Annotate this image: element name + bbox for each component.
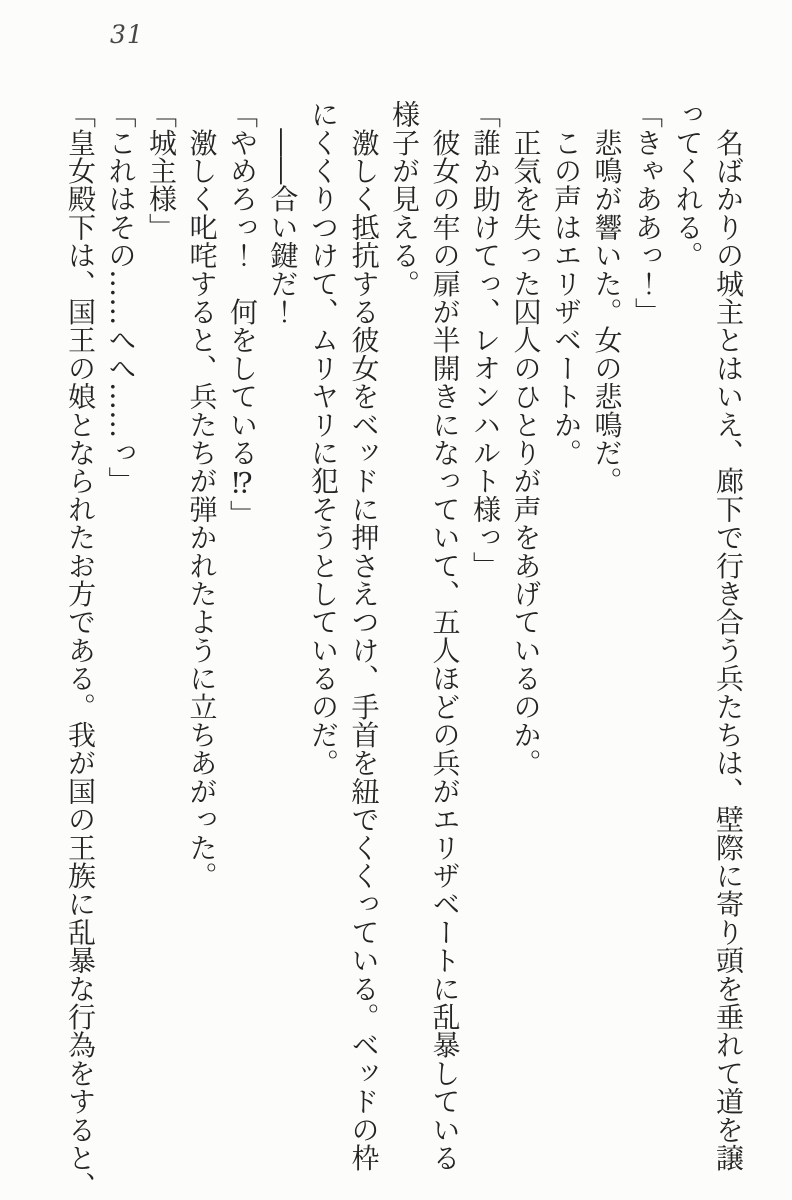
text-line: ってくれる。 [671, 100, 705, 270]
page-number: 31 [110, 20, 144, 49]
text-line: 名ばかりの城主とはいえ、廊下で行き合う兵たちは、壁際に寄り頭を垂れて道を譲 [712, 100, 745, 1172]
text-line: 「城主様」 [145, 100, 178, 241]
text-line: 悲鳴が響いた。女の悲鳴だ。 [590, 100, 624, 495]
text-line: 「きゃああっ！」 [631, 100, 664, 326]
text-line: にくくりつけて、ムリヤリに犯そうとしているのだ。 [307, 100, 340, 777]
text-line: この声はエリザベートか。 [550, 100, 583, 467]
text-line: ――合い鍵だ！ [266, 100, 300, 326]
text-line: 正気を失った囚人のひとりが声をあげているのか。 [509, 100, 543, 777]
text-line: 激しく叱咤すると、兵たちが弾かれたように立ちあがった。 [185, 100, 219, 890]
text-line: 様子が見える。 [388, 100, 421, 298]
text-line: 激しく抵抗する彼女をベッドに押さえつけ、手首を紐でくくっている。ベッドの枠 [347, 100, 381, 1172]
text-line: 「やめろっ！ 何をしている⁉」 [226, 100, 259, 528]
text-block [60, 100, 749, 1200]
text-line: 「誰か助けてっ、レオンハルト様っ」 [469, 100, 502, 580]
text-line: 「これはその……へへ……っ」 [104, 100, 138, 495]
text-line: 彼女の牢の扉が半開きになっていて、五人ほどの兵がエリザベートに乱暴している [428, 100, 462, 1172]
text-line: 「皇女殿下は、国王の娘となられたお方である。我が国の王族に乱暴な行為をすると、 [64, 100, 97, 1200]
